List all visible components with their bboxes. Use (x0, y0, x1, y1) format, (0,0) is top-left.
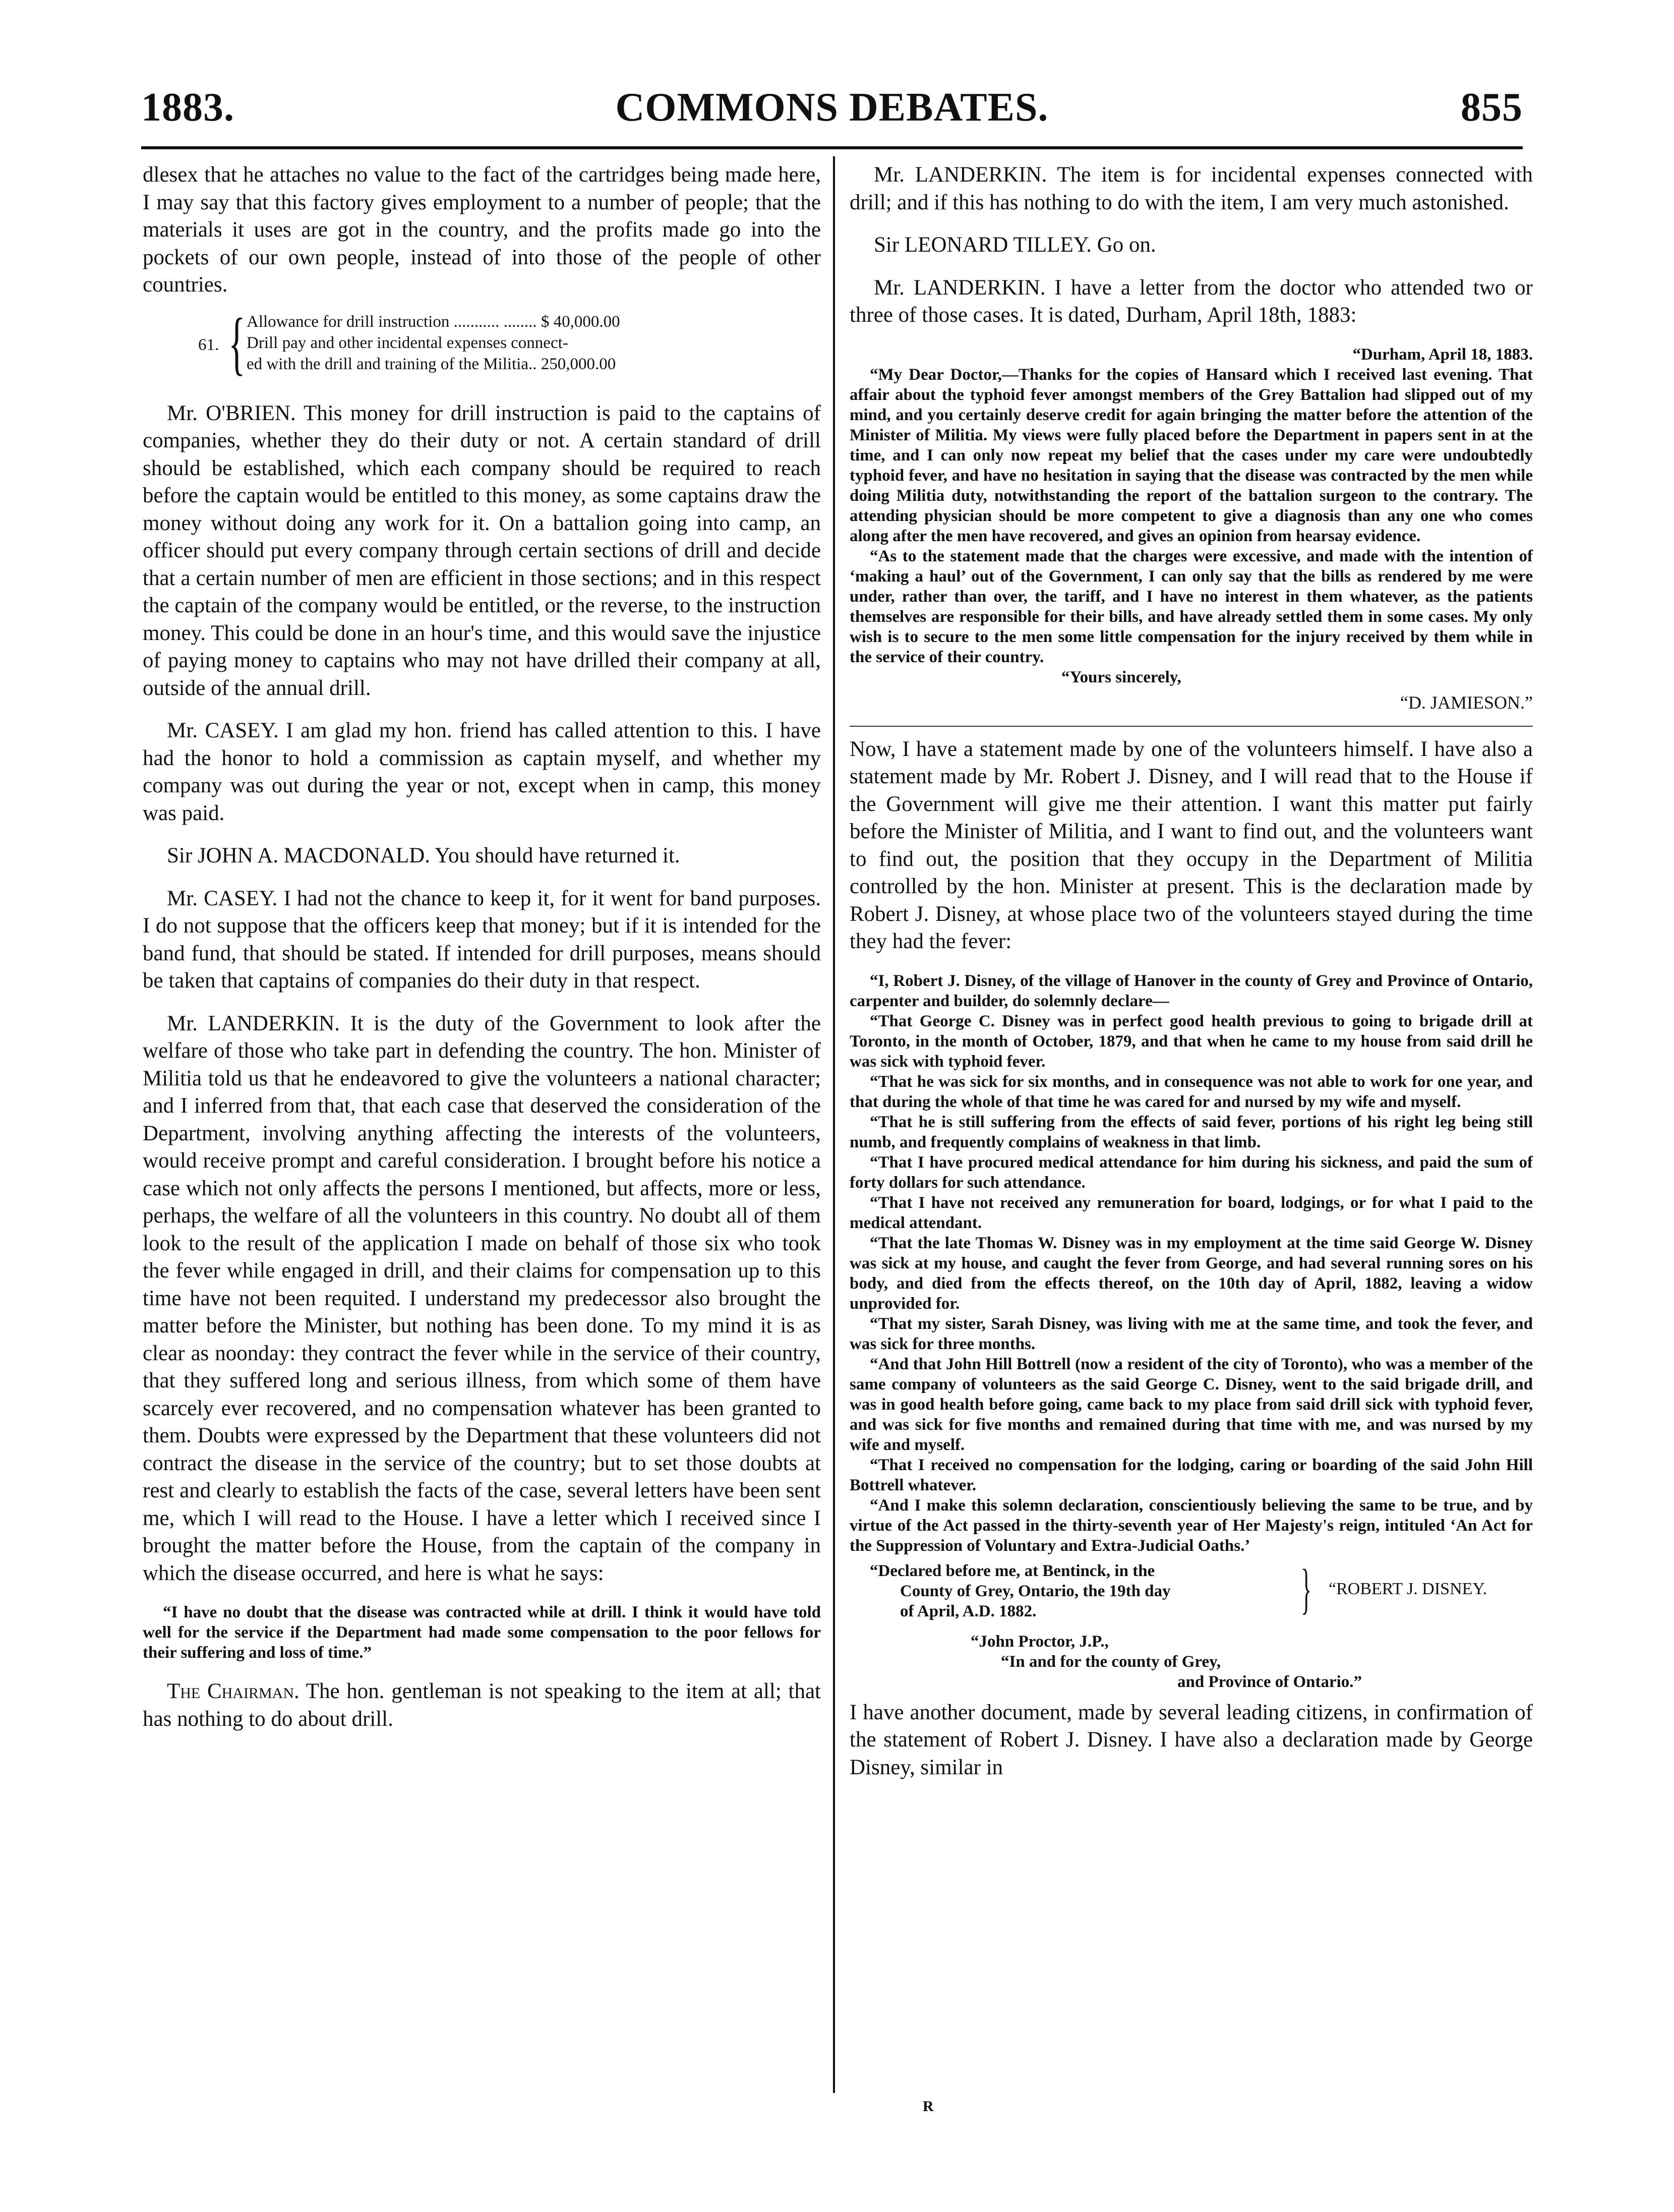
jp-line: “John Proctor, J.P., (971, 1632, 1109, 1651)
declaration-paragraph: “That he is still suffering from the effects of said fever, portions of his right leg being still numb, and frequently complains of weakness in that limb. (850, 1113, 1533, 1151)
letter-paragraph: “As to the statement made that the charges were excessive, and made with the intention of ‘making a haul’ out of the Government, I can only say that the bills as rendered by me were under, rather than over, the tariff, and I have no interest in them whatever, as the patients themselves are responsible for their bills, and have already settled them in some cases. My only wish is to secure to the men some little compensation for the injury received by them while in the service of their country. (850, 547, 1533, 666)
declared-line: County of Grey, Ontario, the 19th day (900, 1582, 1171, 1600)
budget-item-number: 61. (198, 335, 219, 354)
quote-captain (143, 1602, 821, 1663)
header-rule (141, 146, 1523, 149)
section-divider (850, 726, 1533, 727)
opening-paragraph: dlesex that he attaches no value to the fact of the cartridges being made here, I may say that this factory gives employment to a number of people; that the materials it uses are got in the country, and the profits made go into the pockets of our own people, instead of into those of the people of other countries. (143, 163, 821, 297)
budget-brace: { (228, 304, 246, 382)
letter-closing: “Yours sincerely, (1061, 668, 1181, 686)
speaker-name: Mr. LANDERKIN. (167, 1011, 340, 1035)
declaration-paragraph: “That I have not received any remuneration for board, lodgings, or for what I paid to the medical attendant. (850, 1193, 1533, 1232)
header-year: 1883. (141, 85, 234, 130)
declaration-paragraph: “I, Robert J. Disney, of the village of Hanover in the county of Grey and Province of Ontario, carpenter and builder, do solemnly declare— (850, 971, 1533, 1010)
speaker-name: The Chairman. (167, 1679, 300, 1703)
letter-dateline: “Durham, April 18, 1883. (1352, 345, 1533, 364)
speech-casey-2 (143, 885, 821, 995)
speech-text: The hon. gentleman is not speaking to the item at all; that has nothing to do about drill. (143, 1679, 821, 1731)
speech-chairman (143, 1678, 821, 1733)
declaration-paragraph: “And that John Hill Bottrell (now a resident of the city of Toronto), who was a member of the same company of volunteers as the said George C. Disney, went to the said brigade drill, and was in good health before going, came back to my place from said drill sick with typhoid fever, and was sick for five months and remained during that time with me, and was nursed by my wife and myself. (850, 1355, 1533, 1454)
speech-macdonald (143, 842, 821, 870)
budget-line: Drill pay and other incidental expenses connect- (247, 333, 568, 352)
column-divider (833, 156, 835, 2093)
declared-before-text (870, 1557, 1324, 1621)
letter-paragraph: “My Dear Doctor,—Thanks for the copies of Hansard which I received last evening. That affair about the typhoid fever amongst members of the Grey Battalion had slipped out of my mind, and you certainly deserve credit for again bringing the matter before the attention of the Minister of Militia. My views were fully placed before the Department in papers sent in at the time, and I can only now repeat my belief that the cases under my care were undoubtedly typhoid fever, and have no hesitation in saying that the disease was contracted by the men while doing Militia duty, notwithstanding the report of the battalion surgeon to the contrary. The attending physician should be more competent to give a diagnosis than any one who comes along after the men have recovered, and gives an opinion from hearsay evidence. (850, 365, 1533, 545)
declaration-paragraph: “That George C. Disney was in perfect good health previous to going to brigade drill at Toronto, in the month of October, 1879, and that when he came to my house from said drill he was sick with typhoid fever. (850, 1012, 1533, 1071)
header-title: COMMONS DEBATES. (615, 85, 1049, 130)
declared-line: “Declared before me, at Bentinck, in the (870, 1561, 1155, 1580)
speech-landerkin-3 (850, 274, 1533, 329)
speech-text: It is the duty of the Government to look after the welfare of those who take part in defending the country. The hon. Minister of Militia told us that he endeavored to give the volunteers a national character; and I inferred from that, that each case that deserved the consideration of the Department, involving anything affecting the interests of the volunteers, would receive prompt and careful consideration. I brought before his notice a case which not only affects the persons I mentioned, but affects, more or less, perhaps, the welfare of all the volunteers in this country. No doubt all of them look to the result of the application I made on behalf of those six who took the fever while engaged in drill, and their claims for compensation up to this time have not been requited. I understand my predecessor also brought the matter before the Minister, but nothing has been done. To my mind it is as clear as noonday: they contract the fever while in the service of their country, that they suffered long and serious illness, from which some of them have scarcely ever recovered, and no compensation whatever has been granted to them. Doubts were expressed by the Department that these volunteers did not contract the disease in the service of the country; but to set those doubts at rest and clearly to establish the facts of the case, several letters have been sent me, which I will read to the House. I have a letter which I received since I brought the matter before the House, from the captain of the company in which the disease occurred, and here is what he says: (143, 1011, 821, 1585)
speaker-name: Mr. CASEY. (167, 886, 278, 910)
declaration-paragraph: “That I have procured medical attendance for him during his sickness, and paid the sum of forty dollars for such attendance. (850, 1153, 1533, 1192)
jp-line: and Province of Ontario.” (1177, 1672, 1362, 1691)
speaker-name: Mr. LANDERKIN. (874, 163, 1047, 187)
declaration-paragraph: “And I make this solemn declaration, conscientiously believing the same to be true, and by virtue of the Act passed in the thirty-seventh year of Her Majesty's reign, intituled ‘An Act for the Suppression of Voluntary and Extra-Judicial Oaths.’ (850, 1496, 1533, 1555)
budget-lines (247, 311, 816, 375)
declaration-paragraph: “That I received no compensation for the lodging, caring or boarding of the said John Hill Bottrell whatever. (850, 1456, 1533, 1494)
budget-item (143, 304, 821, 382)
speech-text: This money for drill instruction is paid to the captains of companies, whether they do their duty or not. A certain standard of drill should be established, which each company should be required to reach before the captain would be entitled to this money, as some captains draw the money without doing any work for it. On a battalion going into camp, an officer should put every company through certain sections of drill and decide that a certain number of men are efficient in those sections; and in this respect the captain of the company would be entitled, or the reverse, to the instruction money. This could be done in an hour's time, and this would save the injustice of paying money to captains who may not have drilled their company at all, outside of the annual drill. (143, 401, 821, 700)
declaration-paragraph: “That he was sick for six months, and in consequence was not able to work for one year, and that during the whole of that time he was cared for and nursed by my wife and myself. (850, 1072, 1533, 1111)
speaker-name: Sir LEONARD TILLEY. (874, 233, 1092, 257)
quote-text: “I have no doubt that the disease was contracted while at drill. I think it would have told well for the service if the Department had made some compensation to the poor fellows for their suffering and loss of time.” (143, 1603, 821, 1662)
declared-before-block (850, 1557, 1533, 1627)
declaration-paragraph: “That my sister, Sarah Disney, was living with me at the same time, and took the fever, and was sick for three months. (850, 1314, 1533, 1353)
footer-mark: R (923, 2098, 934, 2115)
speech-text: I had not the chance to keep it, for it went for band purposes. I do not suppose that the officers keep that money; but if it is intended for the band fund, that should be stated. If intended for drill purposes, means should be taken that captains of companies do their duty in that respect. (143, 886, 821, 993)
speech-text: Go on. (1097, 233, 1156, 257)
speech-casey-1 (143, 717, 821, 827)
speaker-name: Sir JOHN A. MACDONALD. (167, 844, 431, 867)
speech-landerkin-2 (850, 161, 1533, 216)
speech-obrien (143, 400, 821, 703)
statement-paragraph: Now, I have a statement made by one of the volunteers himself. I have also a statement made by Mr. Robert J. Disney, and I will read that to the House if the Government will give me their attention. I want this matter put fairly before the Minister of Militia, and I want to find out, and the volunteers want to find out, the position that they occupy in the Department of Militia controlled by the hon. Minister at present. This is the declaration made by Robert J. Disney, at whose place two of the volunteers stayed during the time they had the fever: (850, 737, 1533, 953)
header-page-number: 855 (1461, 85, 1523, 130)
declaration-paragraph: “That the late Thomas W. Disney was in my employment at the time said George W. Disney was sick at my house, and caught the fever from George, and had several running sores on his body, and died from the effects thereof, on the 10th day of April, 1882, leaving a widow unprovided for. (850, 1234, 1533, 1313)
speech-text: I have a letter from the doctor who attended two or three of those cases. It is dated, Durham, April 18th, 1883: (850, 275, 1533, 327)
declared-line: of April, A.D. 1882. (900, 1602, 1037, 1620)
letter-signature: “D. JAMIESON.” (1400, 692, 1533, 713)
speech-text: You should have returned it. (435, 844, 680, 867)
declarant-signature: “ROBERT J. DISNEY. (1329, 1579, 1487, 1598)
jp-line: “In and for the county of Grey, (1001, 1652, 1221, 1671)
declared-brace: } (1301, 1557, 1312, 1619)
right-column (850, 161, 1533, 1781)
speech-text: I am glad my hon. friend has called attention to this. I have had the honor to hold a commission as captain myself, and whether my company was out during the year or not, except when in camp, this money was paid. (143, 719, 821, 825)
speaker-name: Mr. CASEY. (167, 719, 279, 742)
doctor-letter (850, 344, 1533, 687)
disney-declaration (850, 971, 1533, 1556)
page-header (141, 85, 1523, 140)
speaker-name: Mr. LANDERKIN. (874, 275, 1046, 300)
justice-of-peace-block (850, 1632, 1533, 1692)
speech-text: The item is for incidental expenses connected with drill; and if this has nothing to do with the item, I am very much astonished. (850, 163, 1533, 214)
speech-tilley (850, 231, 1533, 259)
speaker-name: Mr. O'BRIEN. (167, 401, 296, 425)
speech-landerkin-1 (143, 1010, 821, 1588)
budget-line: Allowance for drill instruction ........... ........ $ 40,000.00 (247, 312, 620, 331)
budget-line: ed with the drill and training of the Militia.. 250,000.00 (247, 355, 616, 373)
closing-paragraph: I have another document, made by several leading citizens, in confirmation of the statement of Robert J. Disney. I have also a declaration made by George Disney, similar in (850, 1700, 1533, 1779)
left-column (143, 161, 821, 1733)
